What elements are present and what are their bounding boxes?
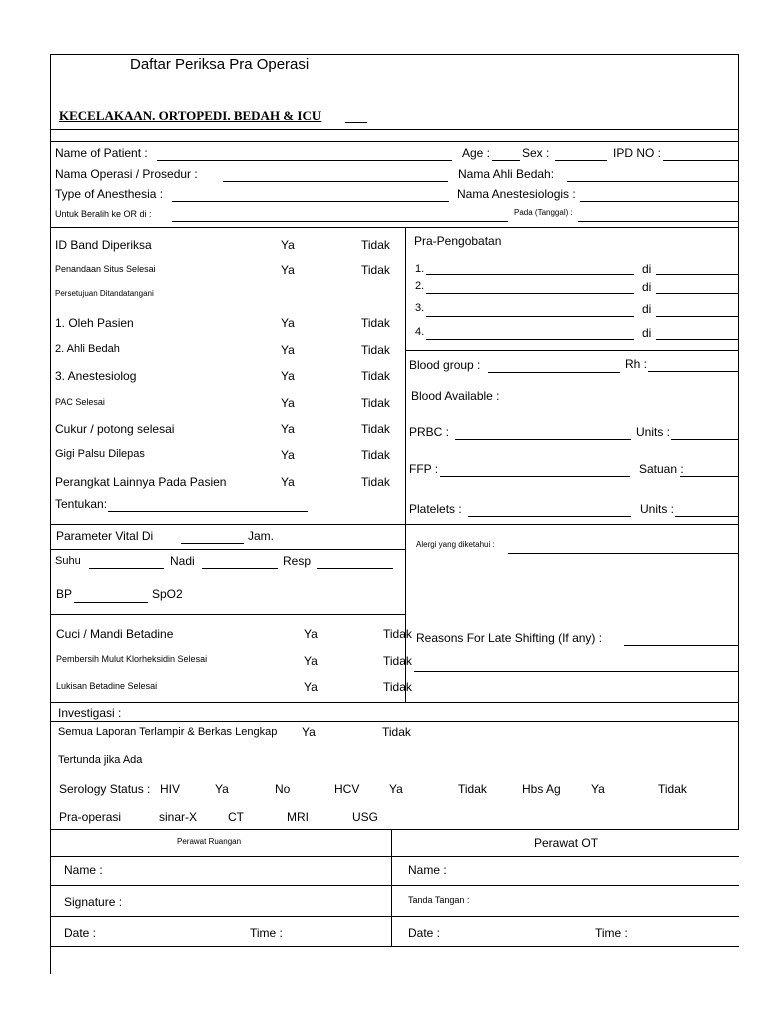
signoff-row-divider-2 — [50, 916, 739, 917]
premed-item-3-at-field[interactable] — [656, 316, 738, 317]
vital-params-label: Parameter Vital Di — [56, 529, 154, 543]
premed-item-4-label: 4. — [415, 326, 425, 338]
ot-date-label[interactable]: Date : — [408, 926, 441, 940]
site-marking-label: Penandaan Situs Selesai — [55, 264, 156, 274]
pac-done-no[interactable]: Tidak — [361, 396, 390, 410]
transfer-field[interactable] — [172, 221, 508, 222]
resp-label: Resp — [283, 554, 312, 568]
betadine-bath-label: Cuci / Mandi Betadine — [56, 627, 174, 641]
reports-label: Semua Laporan Terlampir & Berkas Lengkap — [58, 726, 278, 738]
shave-label: Cukur / potong selesai — [55, 422, 175, 436]
pac-done-yes[interactable]: Ya — [281, 396, 295, 410]
sex-label: Sex : — [522, 146, 550, 160]
premed-item-1-at-field[interactable] — [656, 274, 738, 275]
ipd-no-field[interactable] — [663, 160, 738, 161]
specify-label: Tentukan: — [55, 497, 108, 511]
header-divider-1 — [50, 129, 739, 130]
ward-nurse-heading: Perawat Ruangan — [177, 837, 242, 846]
vital-params-time-field[interactable] — [181, 543, 244, 544]
hbsag-yes[interactable]: Ya — [591, 782, 605, 796]
signoff-top-divider — [50, 829, 739, 830]
rh-field[interactable] — [648, 371, 738, 372]
consent-anesthesiologist-yes[interactable]: Ya — [281, 369, 295, 383]
mouth-wash-label: Pembersih Mulut Klorheksidin Selesai — [56, 654, 208, 664]
dentures-yes[interactable]: Ya — [281, 448, 295, 462]
subtitle-underline-tail — [345, 122, 367, 123]
header-divider-2 — [50, 141, 739, 142]
hiv-label: HIV — [160, 782, 181, 796]
ffp-label: FFP : — [409, 462, 439, 476]
consent-surgeon-label: 2. Ahli Bedah — [55, 343, 120, 355]
anesthesia-type-field[interactable] — [172, 201, 449, 202]
ct-option[interactable]: CT — [228, 810, 244, 824]
platelets-units-field[interactable] — [675, 516, 738, 517]
operation-label: Nama Operasi / Prosedur : — [55, 167, 198, 181]
other-devices-no[interactable]: Tidak — [361, 475, 390, 489]
prbc-field[interactable] — [455, 439, 631, 440]
late-shifting-field-1[interactable] — [624, 645, 738, 646]
consent-patient-label: 1. Oleh Pasien — [55, 316, 134, 330]
mouth-wash-no[interactable]: Tidak — [383, 654, 412, 668]
prbc-units-label: Units : — [636, 425, 671, 439]
blood-group-label: Blood group : — [409, 358, 481, 372]
pending-label: Tertunda jika Ada — [58, 754, 143, 766]
age-label: Age : — [462, 146, 491, 160]
anesthesia-type-label: Type of Anesthesia : — [55, 187, 164, 201]
signoff-row-divider-1 — [50, 885, 739, 886]
betadine-bath-yes[interactable]: Ya — [304, 627, 318, 641]
premed-title: Pra-Pengobatan — [414, 234, 502, 248]
form-border-right — [738, 54, 739, 830]
premed-item-4-at-field[interactable] — [656, 339, 738, 340]
transfer-label: Untuk Beralih ke OR di : — [55, 209, 152, 219]
site-marking-no[interactable]: Tidak — [361, 263, 390, 277]
late-shifting-field-2[interactable] — [414, 671, 738, 672]
specify-field[interactable] — [108, 511, 308, 512]
spo2-label: SpO2 — [152, 587, 183, 601]
investigation-title: Investigasi : — [58, 706, 122, 720]
ward-time-label[interactable]: Time : — [250, 926, 283, 940]
dentures-no[interactable]: Tidak — [361, 448, 390, 462]
vitals-top-divider — [50, 524, 739, 525]
premed-item-1-at: di — [642, 262, 652, 276]
premed-item-3-label: 3. — [415, 302, 425, 314]
form-title: Daftar Periksa Pra Operasi — [130, 56, 310, 73]
reports-yes[interactable]: Ya — [302, 725, 316, 739]
resp-field[interactable] — [317, 568, 393, 569]
shave-no[interactable]: Tidak — [361, 422, 390, 436]
premed-item-3-field[interactable] — [426, 316, 634, 317]
preop-label: Pra-operasi — [59, 810, 122, 824]
patient-section-bottom — [50, 227, 739, 228]
anesthesiologist-field[interactable] — [580, 201, 738, 202]
other-devices-yes[interactable]: Ya — [281, 475, 295, 489]
hiv-yes[interactable]: Ya — [215, 782, 229, 796]
operation-field[interactable] — [223, 181, 448, 182]
form-border-top — [50, 54, 739, 55]
ffp-satuan-label: Satuan : — [639, 462, 684, 476]
signoff-row-divider-3 — [50, 946, 739, 947]
mouth-wash-yes[interactable]: Ya — [304, 654, 318, 668]
blood-available-label: Blood Available : — [411, 389, 500, 403]
form-border-left — [50, 54, 51, 974]
xray-option[interactable]: sinar-X — [159, 810, 198, 824]
sex-field[interactable] — [555, 160, 607, 161]
consent-patient-no[interactable]: Tidak — [361, 316, 390, 330]
ward-date-label[interactable]: Date : — [64, 926, 97, 940]
prbc-units-field[interactable] — [671, 439, 738, 440]
ward-signature-label[interactable]: Signature : — [64, 895, 123, 909]
premed-divider — [405, 350, 739, 351]
platelets-label: Platelets : — [409, 502, 462, 516]
betadine-paint-yes[interactable]: Ya — [304, 680, 318, 694]
bp-label: BP — [56, 587, 73, 601]
consent-patient-yes[interactable]: Ya — [281, 316, 295, 330]
prep-top-divider — [50, 614, 405, 615]
hcv-no[interactable]: Tidak — [458, 782, 487, 796]
form-subtitle: KECELAKAAN. ORTOPEDI. BEDAH & ICU — [59, 108, 322, 123]
id-band-yes[interactable]: Ya — [281, 238, 295, 252]
premed-item-4-field[interactable] — [426, 339, 634, 340]
hbsag-label: Hbs Ag — [522, 782, 561, 796]
allergy-field[interactable] — [508, 553, 738, 554]
premed-item-2-field[interactable] — [426, 293, 634, 294]
late-shifting-label: Reasons For Late Shifting (If any) : — [416, 631, 603, 645]
platelets-field[interactable] — [468, 516, 631, 517]
premed-item-2-at-field[interactable] — [656, 293, 738, 294]
prbc-label: PRBC : — [409, 425, 450, 439]
temperature-field[interactable] — [89, 568, 164, 569]
hbsag-no[interactable]: Tidak — [658, 782, 687, 796]
ot-signature-label[interactable]: Tanda Tangan : — [408, 895, 470, 905]
patient-name-label: Name of Patient : — [55, 146, 148, 160]
ipd-no-label: IPD NO : — [613, 146, 662, 160]
surgeon-field[interactable] — [567, 181, 738, 182]
hiv-no[interactable]: No — [275, 782, 291, 796]
signoff-header-divider — [50, 856, 739, 857]
consent-surgeon-yes[interactable]: Ya — [281, 343, 295, 357]
hcv-yes[interactable]: Ya — [389, 782, 403, 796]
age-field[interactable] — [492, 160, 520, 161]
pulse-field[interactable] — [202, 568, 278, 569]
ot-nurse-heading: Perawat OT — [534, 836, 599, 850]
anesthesiologist-label: Nama Anestesiologis : — [457, 187, 576, 201]
premed-item-4-at: di — [642, 326, 652, 340]
betadine-paint-label: Lukisan Betadine Selesai — [56, 681, 158, 691]
mri-option[interactable]: MRI — [287, 810, 309, 824]
signoff-column-divider — [391, 829, 392, 946]
ffp-field[interactable] — [440, 476, 630, 477]
betadine-paint-no[interactable]: Tidak — [383, 680, 412, 694]
ward-name-label[interactable]: Name : — [64, 863, 103, 877]
id-band-no[interactable]: Tidak — [361, 238, 390, 252]
usg-option[interactable]: USG — [352, 810, 379, 824]
ffp-satuan-field[interactable] — [680, 476, 738, 477]
investigation-top-divider — [50, 702, 739, 703]
id-band-label: ID Band Diperiksa — [55, 238, 152, 252]
premed-item-3-at: di — [642, 302, 652, 316]
premed-item-1-field[interactable] — [426, 274, 634, 275]
pulse-label: Nadi — [170, 554, 195, 568]
bp-field[interactable] — [74, 602, 148, 603]
vitals-sub-divider — [50, 549, 405, 550]
vital-params-jam: Jam. — [248, 529, 275, 543]
premed-item-2-label: 2. — [415, 280, 425, 292]
hcv-label: HCV — [334, 782, 360, 796]
shave-yes[interactable]: Ya — [281, 422, 295, 436]
ot-time-label[interactable]: Time : — [595, 926, 628, 940]
betadine-bath-no[interactable]: Tidak — [383, 627, 412, 641]
dentures-label: Gigi Palsu Dilepas — [55, 448, 145, 460]
site-marking-yes[interactable]: Ya — [281, 263, 295, 277]
platelets-units-label: Units : — [640, 502, 675, 516]
allergy-label: Alergi yang diketahui : — [416, 540, 495, 549]
consent-surgeon-no[interactable]: Tidak — [361, 343, 390, 357]
other-devices-label: Perangkat Lainnya Pada Pasien — [55, 475, 227, 489]
rh-label: Rh : — [625, 357, 648, 371]
patient-name-field[interactable] — [157, 160, 452, 161]
premed-item-2-at: di — [642, 280, 652, 294]
consent-anesthesiologist-no[interactable]: Tidak — [361, 369, 390, 383]
temperature-label: Suhu — [55, 555, 81, 567]
investigation-sub-divider — [50, 721, 739, 722]
pac-done-label: PAC Selesai — [55, 397, 105, 407]
reports-no[interactable]: Tidak — [382, 725, 411, 739]
premed-item-1-label: 1. — [415, 263, 425, 275]
consent-label: Persetujuan Ditandatangani — [55, 289, 154, 298]
transfer-date-field[interactable] — [578, 221, 738, 222]
consent-anesthesiologist-label: 3. Anestesiolog — [55, 369, 137, 383]
ot-name-label[interactable]: Name : — [408, 863, 447, 877]
surgeon-label: Nama Ahli Bedah: — [458, 167, 555, 181]
serology-label: Serology Status : — [59, 782, 151, 796]
blood-group-field[interactable] — [488, 372, 620, 373]
transfer-date-label: Pada (Tanggal) : — [514, 208, 573, 217]
